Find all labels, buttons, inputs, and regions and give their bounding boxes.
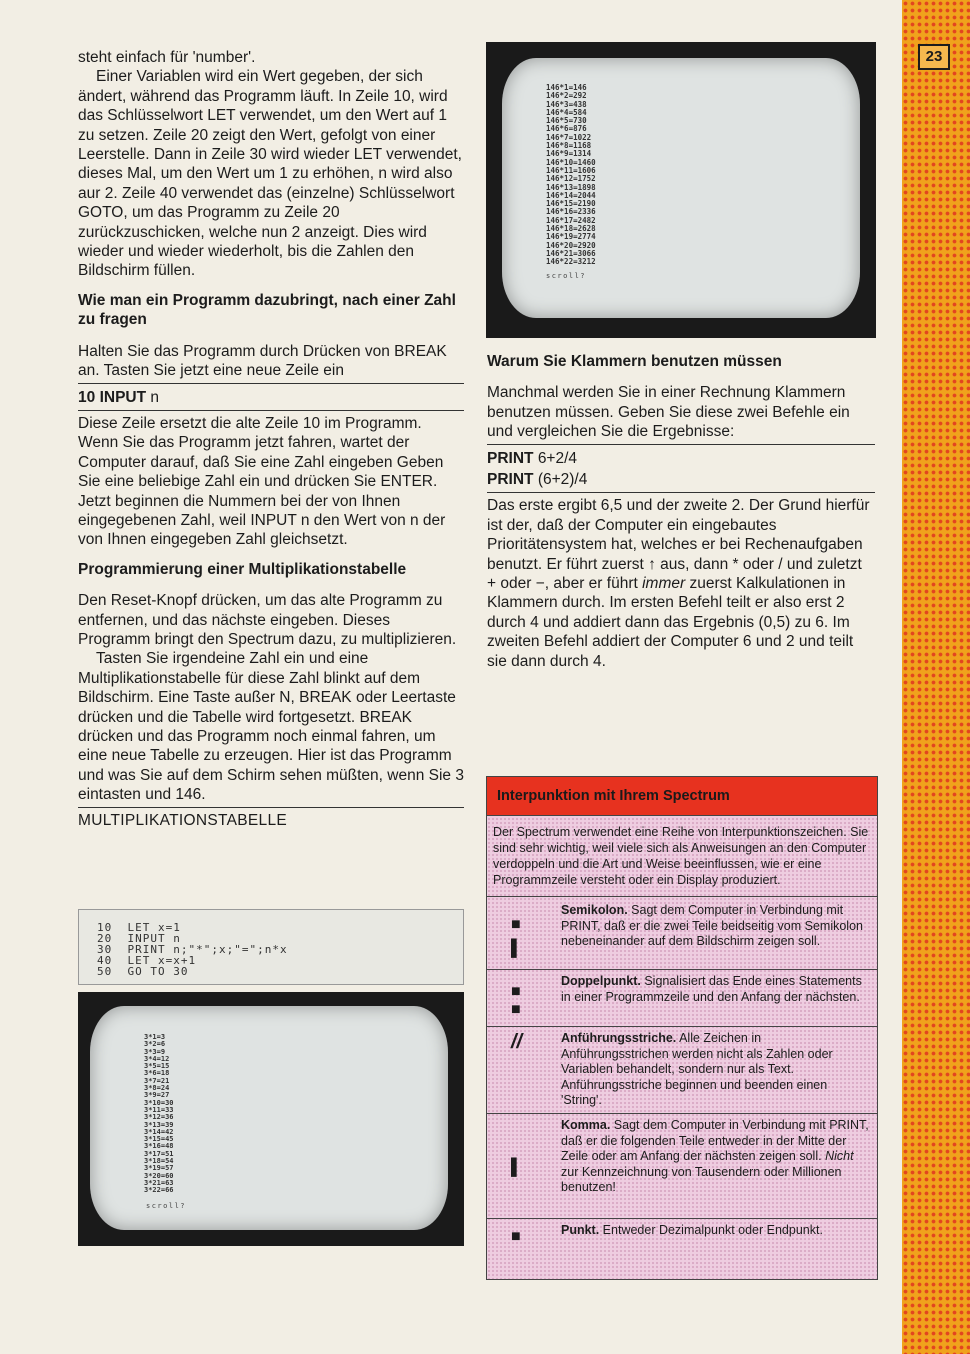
- emphasis: immer: [642, 575, 686, 593]
- punctuation-entry-quotes: [487, 1027, 877, 1114]
- punctuation-entry-period: [487, 1219, 877, 1261]
- section-heading: Wie man ein Programm dazubringt, nach einer Zahl zu fragen: [78, 291, 456, 329]
- punctuation-info-box: [486, 776, 878, 1280]
- scroll-prompt: scroll?: [146, 1202, 187, 1210]
- entry-term: Doppelpunkt.: [561, 974, 641, 988]
- entry-text: [561, 970, 877, 1009]
- entry-description: Signalisiert das Ende eines Statements in einer Programmzeile und den Anfang der nächsten.: [561, 974, 862, 1004]
- paragraph: Diese Zeile ersetzt die alte Zeile 10 im Programm. Wenn Sie das Programm jetzt fahren, wartet der Computer darauf, daß Sie eine Zahl eingeben Geben Sie eine beliebige Zahl ein und drücken Sie ENTER. Jetzt beginnen die Nummern bei der von Ihnen eingegebenen Zahl, weil INPUT n den Wert von n der von Ihnen eingegeben Zahl gleichsetzt.: [78, 414, 446, 549]
- entry-term: Anführungsstriche.: [561, 1031, 677, 1045]
- entry-term: Semikolon.: [561, 903, 628, 917]
- program-listing: [78, 909, 464, 985]
- punctuation-symbol: ■ ■: [511, 983, 521, 1018]
- screen-display: [502, 58, 860, 318]
- entry-description: Sagt dem Computer in Verbindung mit PRINT, daß er die folgenden Teile entweder in der Mitte der Zeile oder am Anfang der nächsten zeigen soll.: [561, 1118, 869, 1164]
- right-column: [487, 352, 875, 671]
- code-argument: (6+2)/4: [537, 471, 588, 489]
- code-line: [78, 387, 464, 408]
- decorative-side-stripe: [902, 0, 970, 1354]
- punctuation-symbol: ▌: [511, 1159, 523, 1176]
- paragraph-part: zuerst Kalkulationen in Klammern durch. Im ersten Befehl teilt er also erst 2 durch 4 und addiert dann das Ergebnis (0,5) zu 6. Im zweiten Befehl addiert der Computer 6 und 2 und teilt sie dann durch 4.: [487, 575, 854, 670]
- paragraph: Manchmal werden Sie in einer Rechnung Klammern benutzen müssen. Geben Sie diese zwei Befehle ein und vergleichen Sie die Ergebnisse:: [487, 384, 850, 441]
- code-keyword: INPUT: [99, 388, 147, 406]
- tv-screen-bottom: [78, 992, 464, 1246]
- code-line-number: 10: [78, 388, 96, 406]
- entry-text: [561, 1114, 877, 1200]
- divider: [78, 383, 464, 384]
- punctuation-symbol: ■ ▌: [511, 916, 523, 957]
- paragraph: Tasten Sie irgendeine Zahl ein und eine Multiplikationstabelle für diese Zahl blinkt auf dem Bildschirm. Eine Taste außer N, BREAK oder Leertaste drücken und die Tabelle wird fortgesetzt. BREAK drücken und das Programm noch einmal fahren, um eine neue Tabelle zu erzeugen. Hier ist das Programm und was Sie auf dem Schirm sehen müßten, wenn Sie 3 eintasten und 146.: [78, 650, 464, 804]
- box-title: Interpunktion mit Ihrem Spectrum: [487, 777, 877, 816]
- emphasis: Nicht: [825, 1149, 854, 1164]
- entry-description: Entweder Dezimalpunkt oder Endpunkt.: [599, 1223, 823, 1237]
- punctuation-entry-comma: [487, 1114, 877, 1219]
- code-line: [487, 448, 875, 469]
- section-heading: Programmierung einer Multiplikationstabelle: [78, 560, 407, 578]
- entry-text: [561, 1027, 877, 1113]
- entry-description: Alle Zeichen in Anführungsstrichen werden nicht als Zahlen oder Variablen behandelt, sondern nur als Text. Anführungsstriche beginnen und beenden einen 'String'.: [561, 1031, 833, 1108]
- entry-text: [561, 897, 877, 954]
- entry-description: zur Kennzeichnung von Tausendern oder Millionen benutzen!: [561, 1164, 842, 1195]
- punctuation-symbol: //: [511, 1031, 523, 1053]
- code-keyword: PRINT: [487, 471, 534, 489]
- paragraph: [487, 496, 875, 671]
- page-number: 23: [918, 44, 950, 70]
- box-intro: Der Spectrum verwendet eine Reihe von Interpunktionszeichen. Sie sind sehr wichtig, weil viele sich als Anweisungen an den Computer verdoppeln und die Art und Weise beeinflussen, wie er eine Programmzeile versteht oder ein Display produziert.: [487, 816, 877, 897]
- left-column: [78, 48, 464, 830]
- tv-screen-top: [486, 42, 876, 338]
- section-heading: Warum Sie Klammern benutzen müssen: [487, 353, 782, 370]
- code-line: [487, 469, 875, 490]
- divider: [78, 410, 464, 411]
- code-keyword: PRINT: [487, 449, 534, 467]
- punctuation-entry-colon: [487, 970, 877, 1027]
- paragraph: Einer Variablen wird ein Wert gegeben, der sich ändert, während das Programm läuft. In Zeile 10, wird das Schlüsselwort LET verwendet, um den Wert auf 1 zu setzen. Zeile 20 zeigt den Wert, gefolgt von einer Leerstelle. Dann in Zeile 30 wird wieder LET verwendet, dieses Mal, um den Wert um 1 zu erhöhen, n wird also aur 2. Zeile 40 verwendet das (einzelne) Schlüsselwort GOTO, um das Programm zu Zeile 20 zurückzuschicken, welche nun 2 anzeigt. Dies wird wieder und wieder wiederholt, bis die Zahlen den Bildschirm füllen.: [78, 68, 462, 280]
- entry-term: Punkt.: [561, 1223, 600, 1237]
- code-argument: n: [150, 388, 159, 406]
- paragraph: steht einfach für 'number'.: [78, 49, 256, 66]
- listing-label: MULTIPLIKATIONSTABELLE: [78, 811, 288, 829]
- paragraph: Halten Sie das Programm durch Drücken von BREAK an. Tasten Sie jetzt eine neue Zeile ein: [78, 342, 447, 380]
- paragraph: Den Reset-Knopf drücken, um das alte Programm zu entfernen, und das nächste eingeben. Dieses Programm bringt den Spectrum dazu, zu multiplizieren.: [78, 592, 457, 648]
- punctuation-symbol: ■: [511, 1228, 521, 1245]
- screen-display: [90, 1006, 448, 1230]
- entry-text: [561, 1219, 877, 1243]
- screen-output: 3*1=3 3*2=6 3*3=9 3*4=12 3*5=15 3*6=18 3*7=21 3*8=24 3*9=27 3*10=30 3*11=33 3*12=36 3*13=39 3*14=42 3*15=45 3*16=48 3*17=51 3*18=54 3*19=57 3*20=60 3*21=63 3*22=66: [144, 1033, 174, 1195]
- screen-output: 146*1=146 146*2=292 146*3=438 146*4=584 146*5=730 146*6=876 146*7=1022 146*8=1168 146*9=1314 146*10=1460 146*11=1606 146*12=1752 146*13=1898 146*14=2044 146*15=2190 146*16=2336 146*17=2482 146*18=2628 146*19=2774 146*20=2920 146*21=3066 146*22=3212: [546, 83, 596, 267]
- entry-term: Komma.: [561, 1118, 611, 1132]
- code-argument: 6+2/4: [537, 449, 578, 467]
- entry-description: Sagt dem Computer in Verbindung mit PRINT, daß er die zwei Teile beidseitig vom Semikolon nebeneinander auf dem Bildschirm zeigen soll.: [561, 903, 863, 949]
- program-listing-text: 10 LET x=1 20 INPUT n 30 PRINT n;"*";x;"=";n*x 40 LET x=x+1 50 GO TO 30: [97, 921, 288, 978]
- divider: [78, 807, 464, 808]
- divider: [487, 492, 875, 493]
- punctuation-entry-semicolon: [487, 897, 877, 970]
- scroll-prompt: scroll?: [546, 272, 587, 280]
- paragraph-part: Das erste ergibt 6,5 und der zweite 2. Der Grund hierfür ist der, daß der Computer ein eingebautes Prioritätensystem hat, welches er bei Rechenaufgaben benutzt. Er führt zuerst ↑ aus, dann * oder / und zuletzt + oder −, aber er führt: [487, 497, 870, 593]
- divider: [487, 444, 875, 445]
